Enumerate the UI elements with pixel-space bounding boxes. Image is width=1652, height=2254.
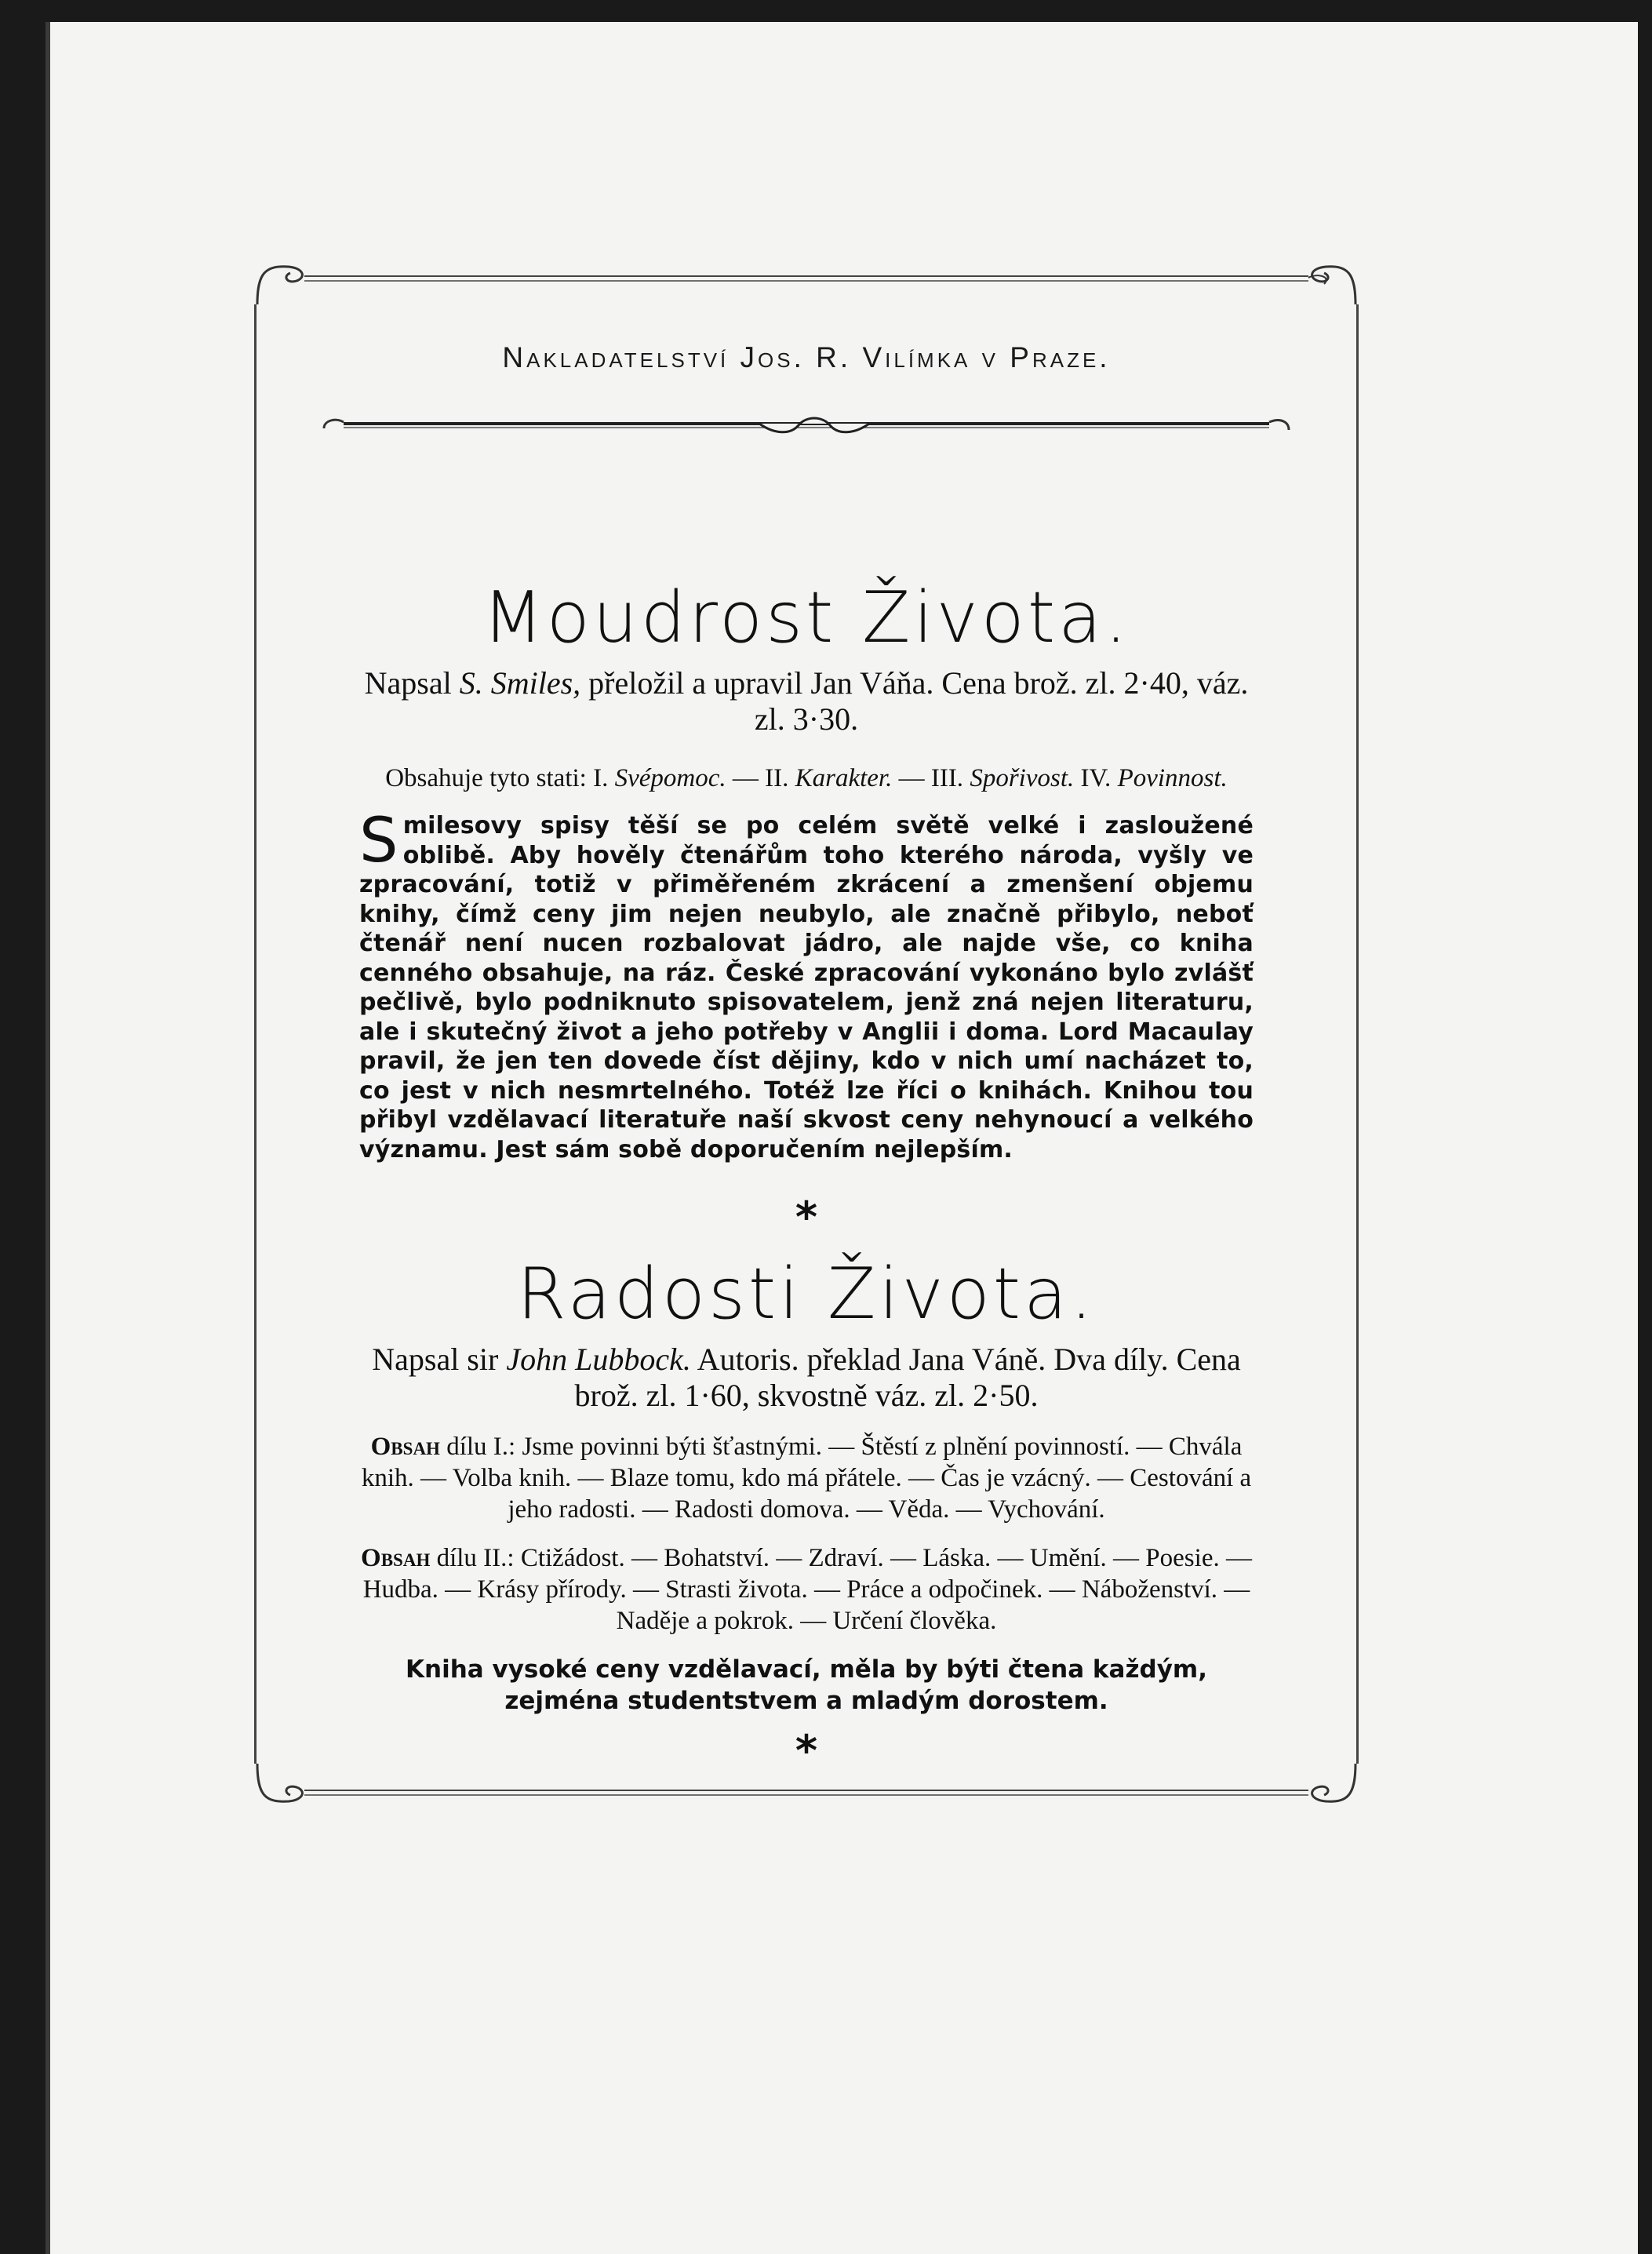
end-separator-asterisk: * (795, 1726, 818, 1775)
contents-item-4: Povinnost. (1117, 764, 1228, 792)
advertisement-content (359, 579, 1254, 1789)
book-title-radosti: Radosti Života. (517, 1253, 1096, 1335)
book-closing-note: Kniha vysoké ceny vzdělavací, měla by býti čtena každým, zejména studentstvem a mladým dorostem. (406, 1655, 1207, 1715)
left-binding-rule (45, 22, 50, 2254)
book-description-moudrost (359, 806, 1254, 1164)
book-contents-part-2 (359, 1542, 1254, 1637)
header-ornament-divider (320, 406, 1293, 438)
contents-item-3: Spořivost. (970, 764, 1075, 792)
page (45, 22, 1638, 2254)
frame-right-border (1356, 304, 1359, 1764)
contents-item-2: Karakter. (795, 764, 893, 792)
lead-prefix: Napsal (364, 665, 460, 701)
ornamental-frame (249, 249, 1363, 1819)
description-text: milesovy spisy těší se po celém světě velké i zasloužené oblibě. Aby hověly čtenářům toho kterého národa, vyšly ve zpracování, totiž v přiměřeném zkrácení a zmenšení objemu knihy, čímž ceny jim nejen neubylo, ale značně přibylo, neboť čtenář není nucen rozbalovat jádro, ale najde vše, co kniha cenného obsahuje, na ráz. České zpracování vykonáno bylo zvlášť pečlivě, bylo podniknuto spisovatelem, jenž zná nejen literaturu, ale i skutečný život a jeho potřeby v Anglii i doma. Lord Macaulay pravil, že jen ten dovede číst dějiny, kdo v nich umí nacházet to, co jest v nich nesmrtelného. Totéž lze říci o knihách. Knihou tou přibyl vzdělavací literatuře naší skvost ceny nehynoucí a velkého významu. Jest sám sobě doporučením nejlepším. (359, 812, 1254, 1163)
contents-text: dílu II.: Ctižádost. — Bohatství. — Zdraví. — Láska. — Umění. — Poesie. — Hudba. — Krásy přírody. — Strasti života. — Práce a odpočinek. — Náboženství. — Naděje a pokrok. — Určení člověka. (362, 1544, 1252, 1635)
frame-left-border (254, 304, 257, 1764)
book-title-moudrost: Moudrost Života. (482, 577, 1130, 659)
drop-cap: S (359, 806, 398, 876)
contents-prefix: Obsahuje tyto stati: I. (385, 764, 615, 792)
book-lead-moudrost (359, 665, 1254, 737)
contents-item-1: Svépomoc. (614, 764, 726, 792)
lead-author: S. Smiles, (459, 665, 581, 701)
section-separator-asterisk: * (795, 1193, 818, 1242)
book-contents-moudrost (359, 763, 1254, 794)
contents-label: Obsah (370, 1433, 440, 1461)
lead-prefix: Napsal sir (372, 1342, 507, 1377)
contents-text: dílu I.: Jsme povinni býti šťastnými. — Štěstí z plnění povinností. — Chvála knih. — Volba knih. — Blaze tomu, kdo má přátele. — Čas je vzácný. — Cestování a jeho radosti. — Radosti domova. — Věda. — Vychování. (361, 1433, 1252, 1524)
lead-rest: Autoris. překlad Jana Váně. Dva díly. Cena brož. zl. 1·60, skvostně váz. zl. 2·50. (574, 1342, 1241, 1413)
contents-sep-3: IV. (1074, 764, 1118, 792)
lead-rest: přeložil a upravil Jan Váňa. Cena brož. zl. 2·40, váz. zl. 3·30. (580, 665, 1249, 737)
contents-label: Obsah (361, 1544, 431, 1572)
book-lead-radosti (359, 1342, 1254, 1414)
lead-author: John Lubbock. (506, 1342, 691, 1377)
contents-sep-2: — III. (892, 764, 970, 792)
publisher-header: Nakladatelství Jos. R. Vilímka v Praze. (502, 341, 1111, 373)
contents-sep-1: — II. (726, 764, 795, 792)
frame-top-border (249, 249, 1363, 312)
book-contents-part-1 (359, 1431, 1254, 1525)
